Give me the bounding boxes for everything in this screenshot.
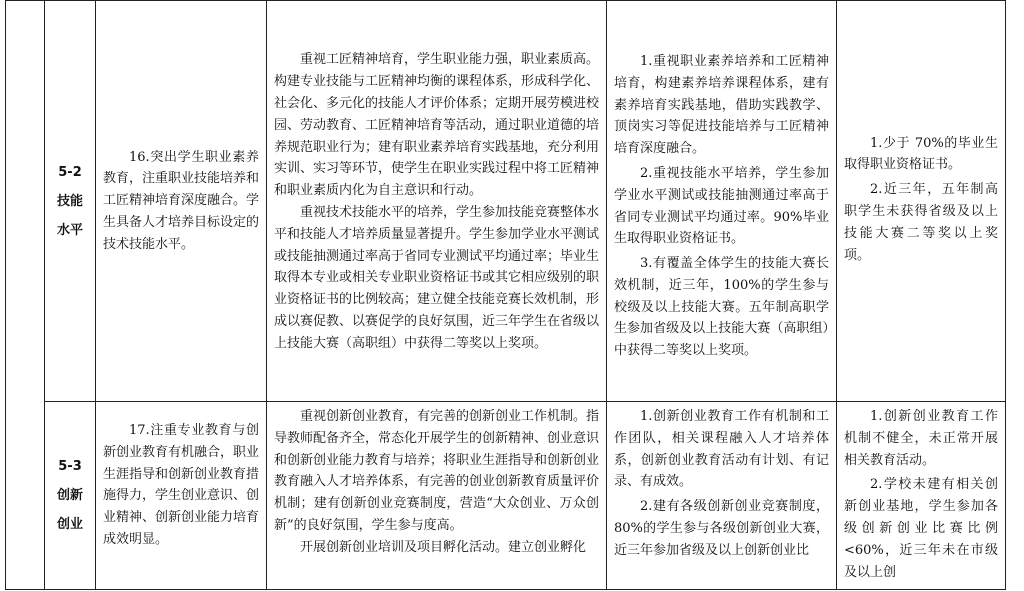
table-row — [6, 1, 1006, 402]
indicator-name-line2: 创业 — [56, 517, 83, 532]
veto-item: 2.近三年，五年制高职学生未获得省级及以上技能大赛二等奖以上奖项。 — [844, 182, 998, 263]
requirement-item: 3.有覆盖全体学生的技能大赛长效机制，近三年，100%的学生参与校级及以上技能大赛。五年制高职学生参加省级及以上技能大赛（高职组）中获得二等奖以上奖项。 — [614, 256, 829, 359]
basic-requirement-cell — [607, 402, 837, 590]
indicator-description-cell — [96, 402, 267, 590]
indicator-code-cell — [45, 402, 96, 590]
indicator-description: 17.注重专业教育与创新创业教育有机融合，职业生涯指导和创新创业教育措施得力，学生创业意识、创业精神、创新创业能力培育成效明显。 — [103, 423, 260, 547]
veto-condition-cell — [837, 1, 1006, 402]
indicator-description: 16.突出学生职业素养教育，注重职业技能培养和工匠精神培育深度融合。学生具备人才培养目标设定的技术技能水平。 — [103, 149, 260, 252]
evaluation-standard-cell — [267, 1, 607, 402]
standard-paragraph: 开展创新创业培训及项目孵化活动。建立创业孵化 — [300, 539, 587, 555]
requirement-item: 2.重视技能水平培养，学生参加学业水平测试或技能抽测通过率高于省同专业测试平均通过率。90%毕业生取得职业资格证书。 — [614, 165, 829, 247]
veto-condition-cell — [837, 402, 1006, 590]
evaluation-table — [5, 0, 1006, 590]
indicator-description-cell — [96, 1, 267, 402]
indicator-code: 5-3 — [58, 459, 82, 474]
requirement-item: 1.重视职业素养培养和工匠精神培育，构建素养培养课程体系，建有素养培育实践基地，借助实践教学、顶岗实习等促进技能培养与工匠精神培育深度融合。 — [614, 53, 829, 157]
veto-item: 2.学校未建有相关创新创业基地，学生参加各级创新创业比赛比例<60%，近三年未在市级及以上创 — [844, 477, 998, 580]
table-row — [6, 402, 1006, 590]
veto-item: 1.少于 70%的毕业生取得职业资格证书。 — [844, 135, 998, 173]
evaluation-standard-cell — [267, 402, 607, 590]
basic-requirement-cell — [607, 1, 837, 402]
requirement-item: 2.建有各级创新创业竞赛制度，80%的学生参与各级创新创业大赛，近三年参加省级及以上创新创业比 — [614, 499, 829, 558]
indicator-code: 5-2 — [58, 164, 82, 180]
standard-paragraph: 重视创新创业教育，有完善的创新创业工作机制。指导教师配备齐全，常态化开展学生的创新精神、创业意识和创新创业能力教育与培养；将职业生涯指导和创新创业教育融入人才培养体系，有完善的创业创新教育质量评价机制；建有创新创业竞赛制度，营造“大众创业、万众创新”的良好氛围，学生参与度高。 — [274, 409, 600, 533]
first-level-indicator-cell — [6, 1, 45, 590]
requirement-item: 1.创新创业教育工作有机制和工作团队，相关课程融入人才培养体系，创新创业教育活动有计划、有记录、有成效。 — [614, 409, 829, 490]
veto-item: 1.创新创业教育工作机制不健全，未正常开展相关教育活动。 — [844, 409, 998, 468]
indicator-name-line1: 技能 — [56, 193, 83, 209]
indicator-code-cell — [45, 1, 96, 402]
indicator-name-line2: 水平 — [56, 222, 83, 238]
standard-paragraph: 重视技术技能水平的培养，学生参加技能竞赛整体水平和技能人才培养质量显著提升。学生参加学业水平测试或技能抽测通过率高于省同专业测试平均通过率；毕业生取得本专业或相关专业职业资格证书或其它相应级别的职业资格证书的比例较高；建立健全技能竞赛长效机制，形成以赛促教、以赛促学的良好氛围，近三年学生在省级以上技能大赛（高职组）中获得二等奖以上奖项。 — [274, 205, 600, 351]
indicator-name-line1: 创新 — [56, 488, 83, 503]
standard-paragraph: 重视工匠精神培育，学生职业能力强，职业素质高。构建专业技能与工匠精神均衡的课程体系，形成科学化、社会化、多元化的技能人才评价体系；定期开展劳模进校园、劳动教育、工匠精神培育等活动，通过职业道德的培养规范职业行为；建有职业素养培育实践基地，充分利用实训、实习等环节，使学生在职业实践过程中将工匠精神和职业素质内化为自主意识和行动。 — [274, 52, 600, 199]
